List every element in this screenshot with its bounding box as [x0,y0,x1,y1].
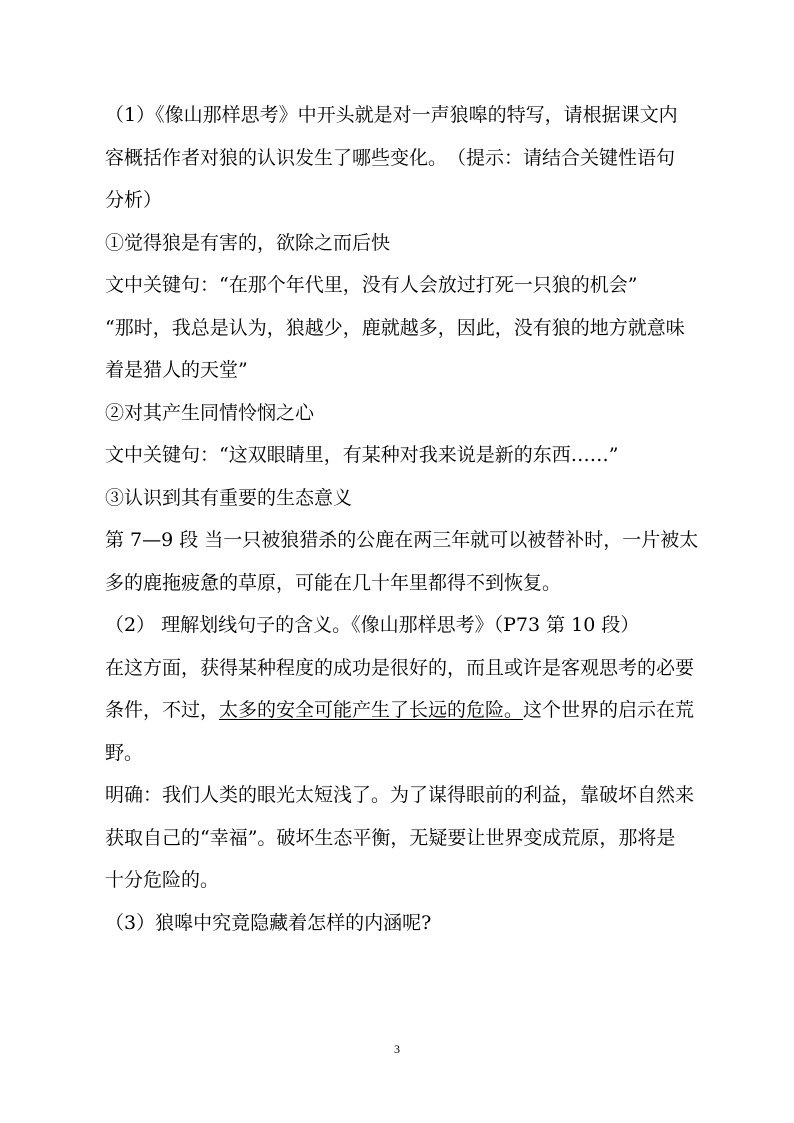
key-sentence-3: 文中关键句：“这双眼睛里，有某种对我来说是新的东西……” [105,444,619,466]
question-1-line-3: 分析） [105,189,163,211]
question-2-title: （2） 理解划线句子的含义。《像山那样思考》（P73 第 10 段） [105,614,640,636]
question-1-line-1: （1）《像山那样思考》中开头就是对一声狼嗥的特写，请根据课文内 [105,104,678,126]
quote-line-2 [105,699,694,721]
point-2: ②对其产生同情怜悯之心 [105,402,315,424]
question-1-line-2: 容概括作者对狼的认识发生了哪些变化。 （提示：请结合关键性语句 [105,147,676,169]
question-3-title: （3）狼嗥中究竟隐藏着怎样的内涵呢? [105,912,432,934]
quote-line-1: 在这方面，获得某种程度的成功是很好的，而且或许是客观思考的必要 [105,657,695,679]
paragraph-reference-line-2: 多的鹿拖疲惫的草原，可能在几十年里都得不到恢复。 [105,572,562,594]
key-sentence-2-line-2: 着是猎人的天堂” [105,359,248,381]
key-sentence-2-line-1: “那时，我总是认为，狼越少，鹿就越多，因此，没有狼的地方就意味 [105,317,685,339]
quote-line-2-prefix: 条件，不过， [105,699,220,721]
page-number: 3 [394,1042,400,1056]
quote-line-2-suffix: 这个世界的启示在荒 [523,699,695,721]
paragraph-reference-line-1: 第 7—9 段 当一只被狼猎杀的公鹿在两三年就可以被替补时，一片被太 [105,529,699,551]
underlined-sentence: 太多的安全可能产生了长远的危险。 [219,699,524,721]
point-1: ①觉得狼是有害的，欲除之而后快 [105,232,391,254]
point-3: ③认识到其有重要的生态意义 [105,487,353,509]
answer-line-3: 十分危险的。 [105,869,220,891]
answer-line-1: 明确：我们人类的眼光太短浅了。为了谋得眼前的利益，靠破坏自然来 [105,784,695,806]
quote-line-3: 野。 [105,742,144,764]
key-sentence-1: 文中关键句：“在那个年代里，没有人会放过打死一只狼的机会” [105,274,638,296]
answer-line-2: 获取自己的“幸福”。破坏生态平衡，无疑要让世界变成荒原，那将是 [105,827,676,849]
